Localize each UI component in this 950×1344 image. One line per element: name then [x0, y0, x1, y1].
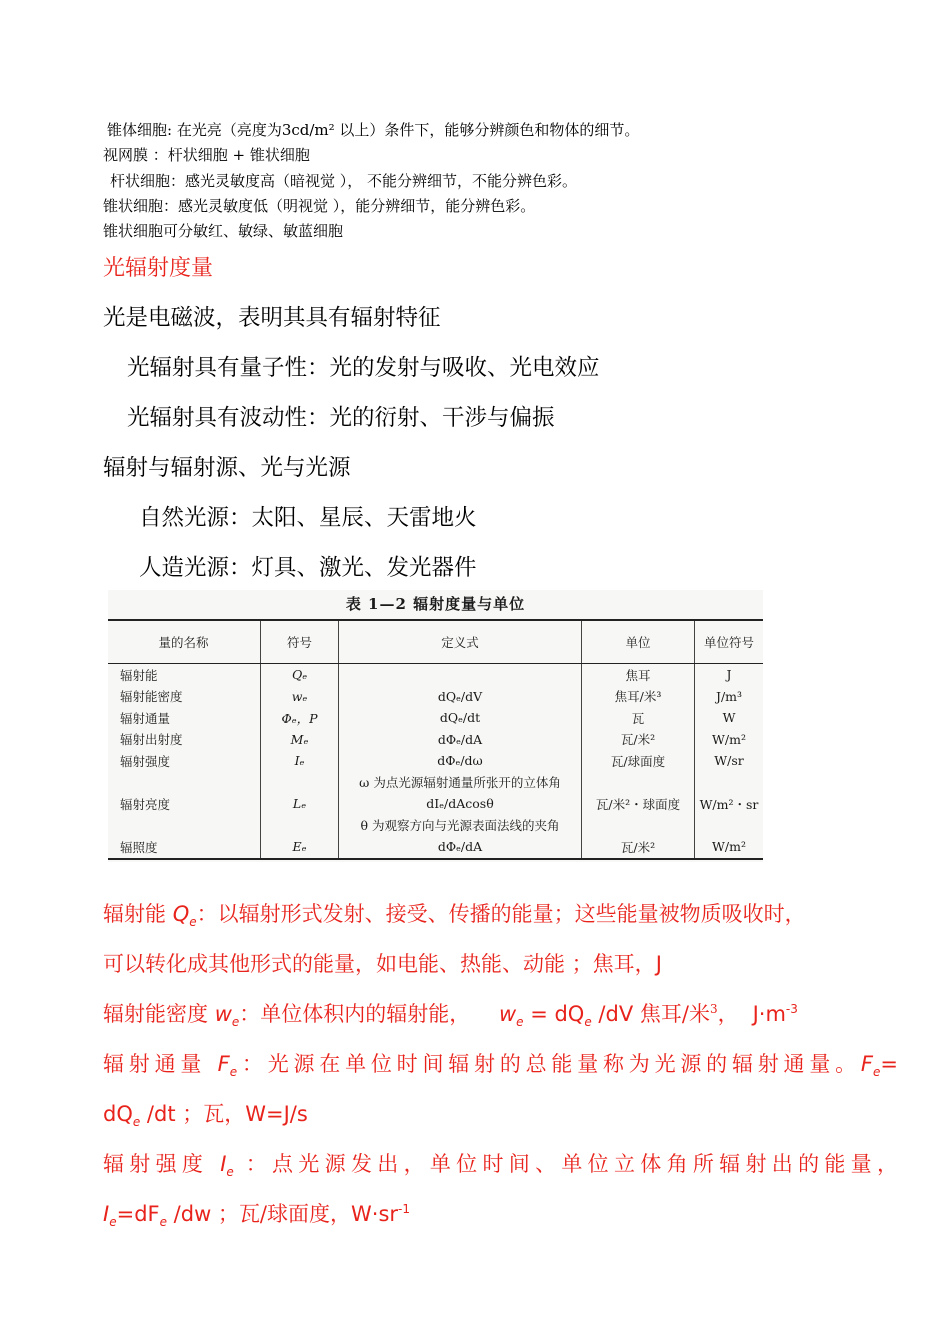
table-row: [108, 707, 763, 729]
header-unit: 单位: [582, 620, 695, 664]
cell-name: 辐射亮度: [120, 796, 171, 812]
cell-name: 辐射强度: [120, 753, 171, 769]
cell-unit: [582, 815, 695, 837]
header-symbol: 符号: [261, 620, 339, 664]
header-unit-symbol: 单位符号: [695, 620, 764, 664]
cell-definition: dIₑ/dAcosθ: [339, 793, 582, 815]
cell-definition: dΦₑ/dω: [339, 750, 582, 772]
table-row: [108, 750, 763, 772]
body-line-4: 辐射与辐射源、光与光源: [103, 455, 351, 481]
cell-definition: θ 为观察方向与光源表面法线的夹角: [339, 815, 582, 837]
cell-symbol: [261, 815, 339, 837]
cell-name: [108, 815, 261, 837]
body-line-5: 自然光源：太阳、星辰、天雷地火: [139, 505, 477, 531]
header-definition: 定义式: [339, 620, 582, 664]
intro-line-3: 杆状细胞：感光灵敏度高（暗视觉 ）， 不能分辨细节，不能分辨色彩。: [110, 172, 578, 190]
table-row: [108, 729, 763, 751]
cell-unit: 焦耳/米³: [582, 686, 695, 708]
cell-symbol: Eₑ: [261, 836, 339, 859]
def-ie-line1: 辐射强度 $I_e$ ：点光源发出，单位时间、单位立体角所辐射出的能量，: [103, 1152, 898, 1180]
intro-line-4: 锥状细胞：感光灵敏度低（明视觉 ），能分辨细节，能分辨色彩。: [103, 197, 536, 215]
def-qe-line1: 辐射能 $Q_e$：以辐射形式发射、接受、传播的能量；这些能量被物质吸收时，: [103, 902, 806, 930]
cell-symbol: [261, 772, 339, 794]
cell-unit-symbol: [695, 772, 764, 794]
cell-symbol: Mₑ: [261, 729, 339, 751]
cell-symbol: Lₑ: [261, 793, 339, 815]
cell-unit-symbol: W/m²: [695, 729, 764, 751]
cell-definition: dΦₑ/dA: [339, 729, 582, 751]
body-line-2: 光辐射具有量子性：光的发射与吸收、光电效应: [127, 355, 600, 381]
cell-definition: dQₑ/dV: [339, 686, 582, 708]
cell-unit-symbol: J: [695, 664, 764, 686]
cell-unit-symbol: W: [695, 707, 764, 729]
cell-unit: 瓦/米²: [582, 836, 695, 859]
cell-symbol: Iₑ: [261, 750, 339, 772]
cell-definition: dQₑ/dt: [339, 707, 582, 729]
cell-unit: 焦耳: [582, 664, 695, 686]
cell-definition: ω 为点光源辐射通量所张开的立体角: [339, 772, 582, 794]
cell-unit: 瓦/米²・球面度: [582, 793, 695, 815]
table-row: [108, 815, 763, 837]
header-name: 量的名称: [108, 620, 261, 664]
cell-symbol: Qₑ: [261, 664, 339, 686]
cell-name: 辐射能: [120, 667, 158, 683]
cell-unit-symbol: W/sr: [695, 750, 764, 772]
cell-definition: dΦₑ/dA: [339, 836, 582, 859]
cell-definition: [339, 664, 582, 686]
cell-unit: 瓦/球面度: [582, 750, 695, 772]
table-row: [108, 772, 763, 794]
cell-name: 辐射出射度: [120, 732, 183, 748]
cell-unit-symbol: W/m²・sr: [695, 793, 764, 815]
table-row: [108, 793, 763, 815]
cell-unit: 瓦/米²: [582, 729, 695, 751]
intro-line-5: 锥状细胞可分敏红、敏绿、敏蓝细胞: [103, 222, 344, 240]
def-fe-line1: 辐射通量 $F_e$：光源在单位时间辐射的总能量称为光源的辐射通量。$F_e=$: [103, 1052, 898, 1080]
def-ie-line2: $I_e=dF_e$ /dw ；瓦/球面度，$W\cdot sr^{-1}$: [103, 1202, 410, 1230]
radiometry-table: [108, 619, 763, 860]
cell-symbol: Φₑ，P: [261, 707, 339, 729]
intro-line-1: 锥体细胞: 在光亮（亮度为3cd/m² 以上）条件下，能够分辨颜色和物体的细节。: [107, 121, 640, 139]
cell-unit-symbol: W/m²: [695, 836, 764, 859]
cell-unit: [582, 772, 695, 794]
def-fe-line2: $dQ_e$ /dt ；瓦，W=J/s: [103, 1102, 308, 1130]
table-row: [108, 686, 763, 708]
body-line-6: 人造光源：灯具、激光、发光器件: [139, 555, 477, 581]
cell-name: [108, 772, 261, 794]
table-caption: 表 1—2 辐射度量与单位: [345, 595, 526, 613]
cell-symbol: wₑ: [261, 686, 339, 708]
body-line-1: 光是电磁波，表明其具有辐射特征: [103, 305, 441, 331]
table-row: [108, 836, 763, 859]
cell-name: 辐照度: [108, 836, 261, 859]
section-title: 光辐射度量: [103, 256, 214, 281]
cell-name: 辐射通量: [120, 710, 171, 726]
cell-name: 辐射能密度: [120, 689, 183, 705]
cell-unit-symbol: J/m³: [695, 686, 764, 708]
def-qe-line2: 可以转化成其他形式的能量，如电能、热能、动能 ；焦耳，J: [103, 952, 662, 976]
table-header-row: [108, 620, 763, 664]
cell-unit: 瓦: [582, 707, 695, 729]
body-line-3: 光辐射具有波动性：光的衍射、干涉与偏振: [127, 405, 555, 431]
cell-unit-symbol: [695, 815, 764, 837]
table-row: [108, 664, 763, 686]
intro-line-2: 视网膜 ：杆状细胞 + 锥状细胞: [103, 146, 310, 164]
radiometry-table-figure: [108, 590, 763, 862]
def-we-line: 辐射能密度 $w_e$：单位体积内的辐射能， $w_e = dQ_e$ /dV 焦耳/米$^3$， $J\cdot m^{-3}$: [103, 1002, 798, 1030]
